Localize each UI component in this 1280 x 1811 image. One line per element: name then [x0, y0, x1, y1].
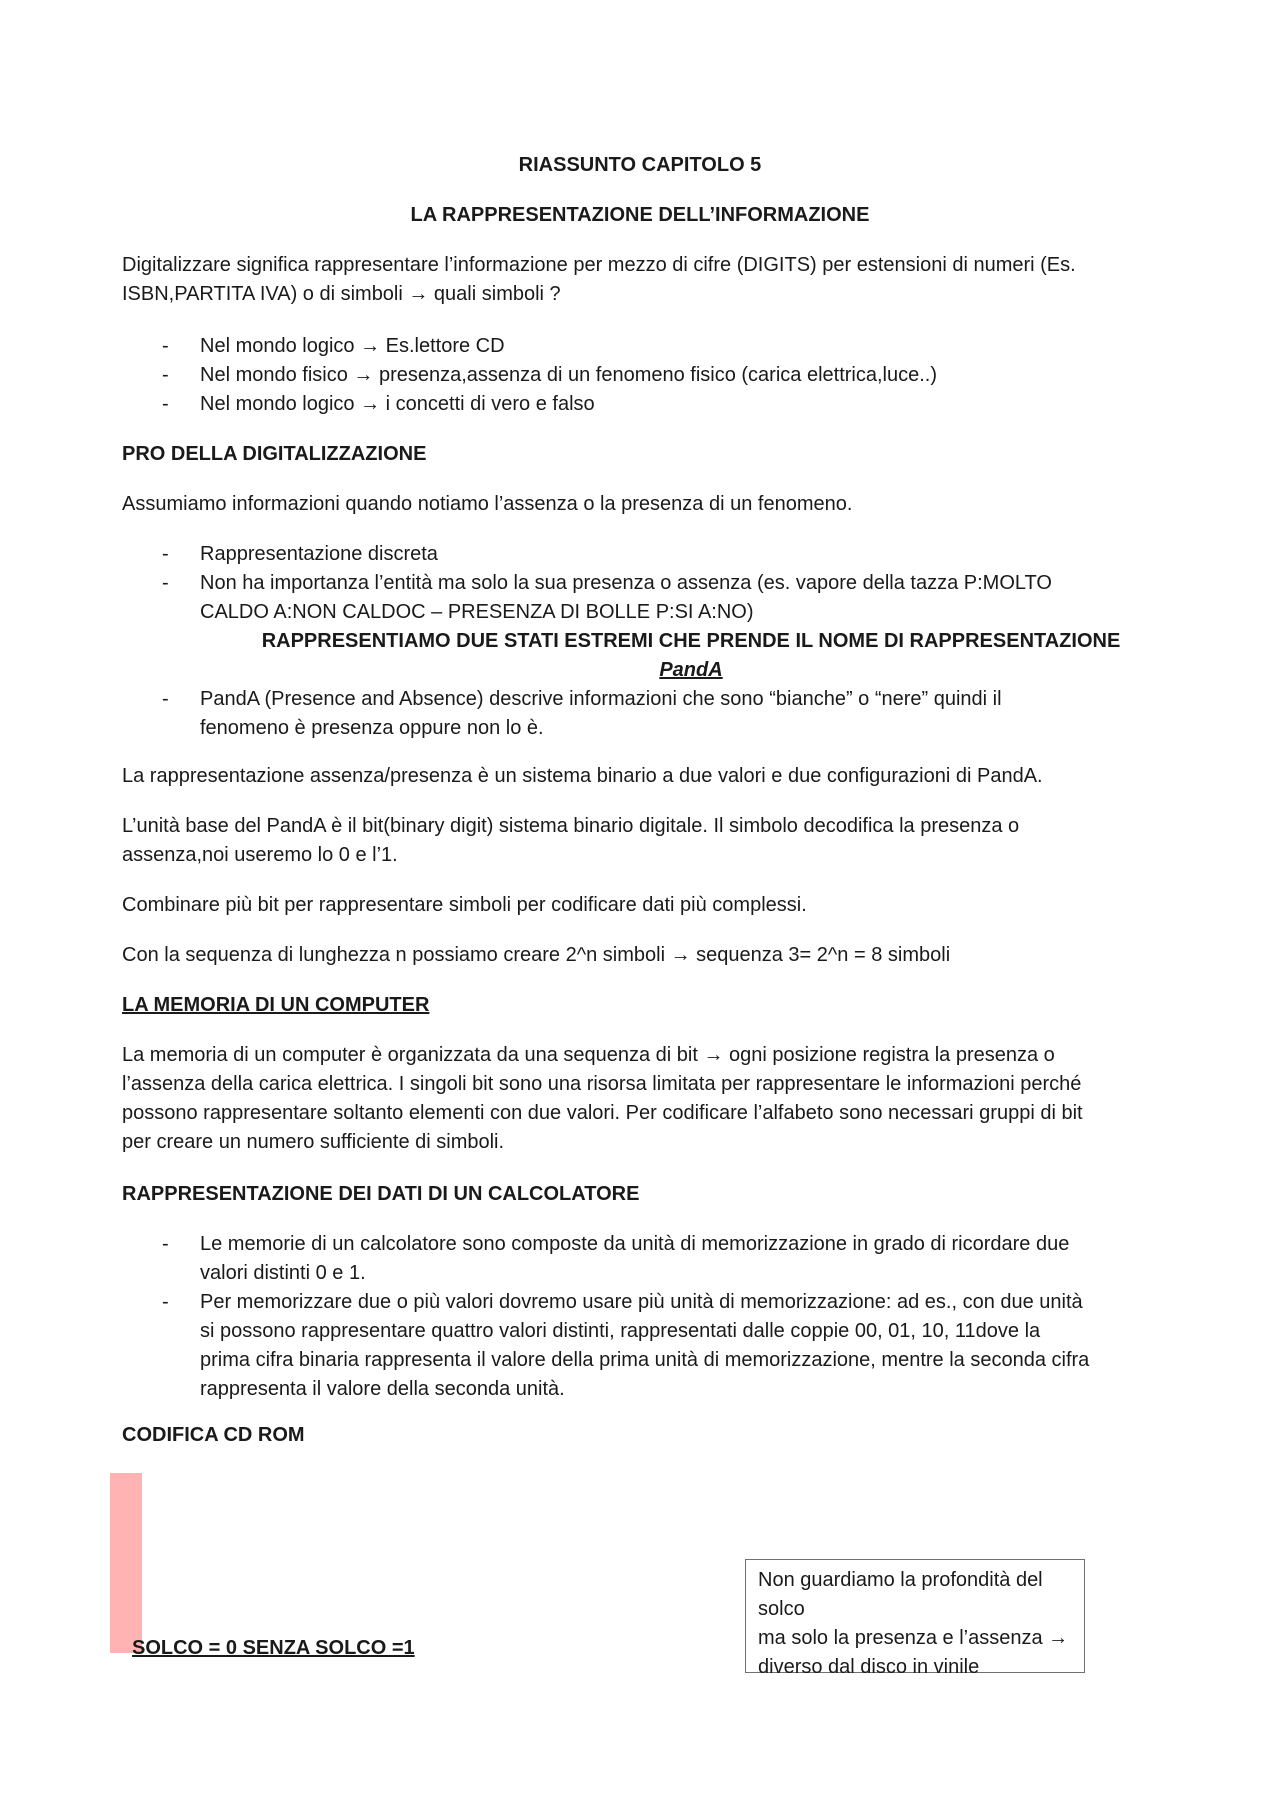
- text-line: La memoria di un computer è organizzata da una sequenza di bit → ogni posizione registra la presenza o: [122, 1044, 1055, 1066]
- text-line: ISBN,PARTITA IVA) o di simboli → quali simboli ?: [122, 283, 561, 305]
- dash-marker: -: [162, 688, 169, 710]
- text-line: L’unità base del PandA è il bit(binary digit) sistema binario digitale. Il simbolo decodifica la presenza o: [122, 815, 1020, 837]
- emphasis-statement: RAPPRESENTIAMO DUE STATI ESTREMI CHE PRENDE IL NOME DI RAPPRESENTAZIONE: [261, 630, 1121, 652]
- dash-marker: -: [162, 364, 169, 386]
- paragraph-combine-bits: Combinare più bit per rappresentare simboli per codificare dati più complessi.: [122, 894, 807, 916]
- text-line: si possono rappresentare quattro valori distinti, rappresentati dalle coppie 00, 01, 10, 11dove la: [200, 1320, 1041, 1342]
- page-subtitle: LA RAPPRESENTAZIONE DELL’INFORMAZIONE: [410, 204, 870, 226]
- bullet-list-calcolatore: [122, 1230, 1182, 1404]
- paragraph-bit: [122, 812, 1172, 870]
- list-item: [122, 685, 1182, 743]
- list-item: [122, 361, 1182, 390]
- section-heading-memoria: LA MEMORIA DI UN COMPUTER: [122, 994, 430, 1016]
- dash-marker: -: [162, 543, 169, 565]
- list-item: [122, 1230, 1182, 1288]
- page-title: RIASSUNTO CAPITOLO 5: [518, 154, 762, 176]
- section-heading-pro: PRO DELLA DIGITALIZZAZIONE: [122, 443, 427, 465]
- intro-paragraph: [122, 251, 1172, 309]
- note-box: [745, 1559, 1085, 1678]
- text-line: valori distinti 0 e 1.: [200, 1262, 366, 1284]
- list-item-text: Rappresentazione discreta: [200, 543, 438, 565]
- text-line: ma solo la presenza e l’assenza →: [758, 1627, 1069, 1649]
- text-line: Per memorizzare due o più valori dovremo usare più unità di memorizzazione: ad es., con due unità: [200, 1291, 1083, 1313]
- list-item-text: Nel mondo fisico → presenza,assenza di un fenomeno fisico (carica elettrica,luce..): [200, 364, 938, 386]
- text-line: l’assenza della carica elettrica. I singoli bit sono una risorsa limitata per rappresentare le informazioni perché: [122, 1073, 1082, 1095]
- paragraph-sequence: Con la sequenza di lunghezza n possiamo creare 2^n simboli → sequenza 3= 2^n = 8 simboli: [122, 944, 951, 966]
- list-item: [122, 332, 1182, 361]
- text-line: possono rappresentare soltanto elementi con due valori. Per codificare l’alfabeto sono necessari gruppi di bit: [122, 1102, 1083, 1124]
- list-item: [122, 540, 1182, 569]
- pro-paragraph: Assumiamo informazioni quando notiamo l’assenza o la presenza di un fenomeno.: [122, 493, 853, 515]
- list-item-text: Nel mondo logico → Es.lettore CD: [200, 335, 505, 357]
- memoria-paragraph: [122, 1041, 1172, 1157]
- text-line: CALDO A:NON CALDOC – PRESENZA DI BOLLE P:SI A:NO): [200, 601, 754, 623]
- list-item: [122, 569, 1182, 685]
- text-line: per creare un numero sufficiente di simboli.: [122, 1131, 505, 1153]
- panda-term: PandA: [659, 659, 723, 681]
- paragraph-binary-system: La rappresentazione assenza/presenza è un sistema binario a due valori e due configurazioni di PandA.: [122, 765, 1043, 787]
- bullet-list-world: [122, 332, 1182, 419]
- text-line: Non guardiamo la profondità del solco: [758, 1569, 1043, 1620]
- section-heading-cd-rom: CODIFICA CD ROM: [122, 1424, 305, 1446]
- text-line: assenza,noi useremo lo 0 e l’1.: [122, 844, 398, 866]
- text-line: Digitalizzare significa rappresentare l’informazione per mezzo di cifre (DIGITS) per estensioni di numeri (Es.: [122, 254, 1076, 276]
- text-line: prima cifra binaria rappresenta il valore della prima unità di memorizzazione, mentre la seconda cifra: [200, 1349, 1090, 1371]
- section-heading-calcolatore: RAPPRESENTAZIONE DEI DATI DI UN CALCOLATORE: [122, 1183, 640, 1205]
- dash-marker: -: [162, 335, 169, 357]
- text-line: Non ha importanza l’entità ma solo la sua presenza o assenza (es. vapore della tazza P:MOLTO: [200, 572, 1052, 594]
- cd-groove-illustration: [110, 1473, 142, 1653]
- dash-marker: -: [162, 393, 169, 415]
- solco-label: SOLCO = 0 SENZA SOLCO =1: [132, 1637, 415, 1659]
- dash-marker: -: [162, 1233, 169, 1255]
- bullet-list-pro: [122, 540, 1182, 743]
- dash-marker: -: [162, 572, 169, 594]
- list-item: [122, 1288, 1182, 1404]
- text-line: rappresenta il valore della seconda unità.: [200, 1378, 565, 1400]
- dash-marker: -: [162, 1291, 169, 1313]
- list-item: [122, 390, 1182, 419]
- text-line: fenomeno è presenza oppure non lo è.: [200, 717, 544, 739]
- text-line: Le memorie di un calcolatore sono composte da unità di memorizzazione in grado di ricordare due: [200, 1233, 1070, 1255]
- text-line: diverso dal disco in vinile: [758, 1656, 980, 1678]
- list-item-text: Nel mondo logico → i concetti di vero e falso: [200, 393, 595, 415]
- text-line: PandA (Presence and Absence) descrive informazioni che sono “bianche” o “nere” quindi il: [200, 688, 1002, 710]
